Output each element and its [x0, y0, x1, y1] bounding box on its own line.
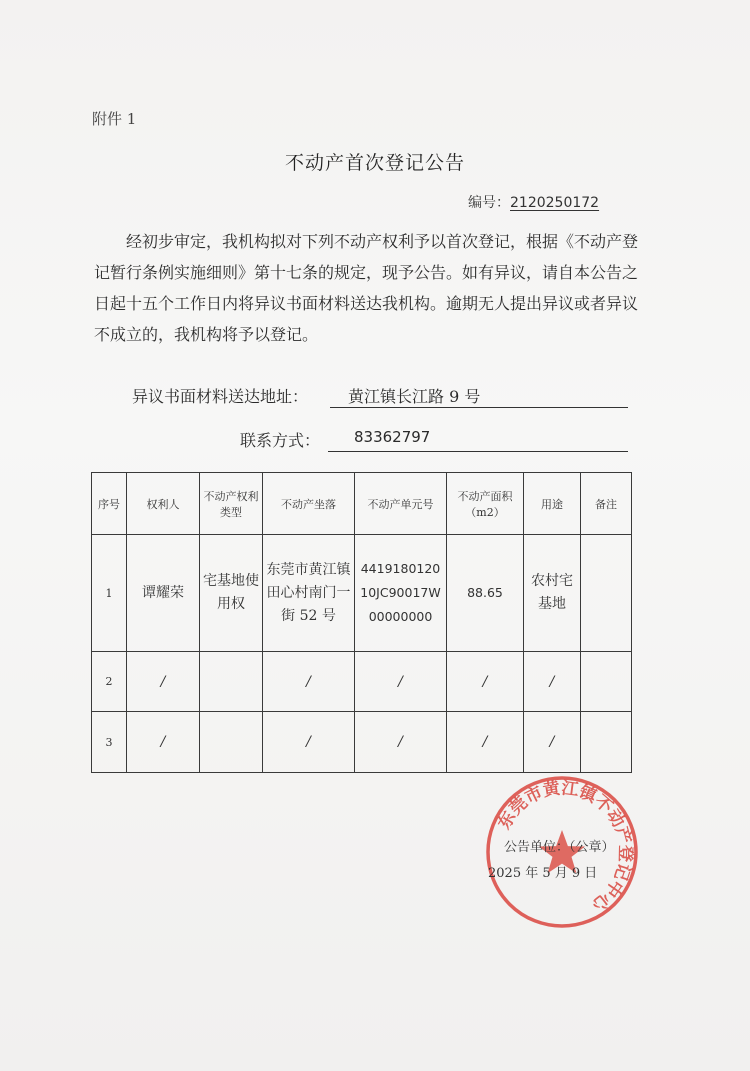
page-title: 不动产首次登记公告 [284, 152, 465, 174]
header-cell: 不动产单元号 [355, 473, 447, 535]
location-cell: / [263, 652, 355, 712]
remark-cell [581, 535, 632, 652]
header-cell: 用途 [524, 473, 581, 535]
row-index: 1 [92, 535, 127, 652]
unit-number-cell [355, 535, 447, 652]
attachment-label: 附件 1 [92, 110, 137, 128]
announcement-paragraph: 经初步审定，我机构拟对下列不动产权利予以首次登记，根据《不动产登记暂行条例实施细则》第十七条的规定，现予公告。如有异议，请自本公告之日起十五个工作日内将异议书面材料送达我机构。逾期无人提出异议或者异议不成立的，我机构将予以登记。 [94, 232, 639, 344]
table-row [92, 712, 632, 773]
row-index: 3 [92, 712, 127, 773]
usage-cell: / [524, 712, 581, 773]
serial-number [468, 192, 599, 212]
contact-value: 83362797 [328, 428, 628, 452]
contact-label: 联系方式： [240, 431, 321, 450]
unit-number-cell: / [355, 712, 447, 773]
address-value: 黄江镇长江路 9 号 [330, 384, 628, 408]
usage-cell: / [524, 652, 581, 712]
registration-table [91, 472, 632, 773]
announcement-body [94, 226, 642, 350]
header-cell: 权利人 [127, 473, 200, 535]
address-label: 异议书面材料送达地址： [132, 387, 309, 406]
header-cell: 不动产坐落 [263, 473, 355, 535]
usage-cell: 农村宅基地 [524, 535, 581, 652]
right-type-cell [200, 652, 263, 712]
header-cell: 不动产面积（m2） [447, 473, 524, 535]
owner-cell: / [127, 652, 200, 712]
location-cell: 东莞市黄江镇田心村南门一街 52 号 [263, 535, 355, 652]
table-header-row [92, 473, 632, 535]
location-cell: / [263, 712, 355, 773]
header-cell: 序号 [92, 473, 127, 535]
header-cell: 备注 [581, 473, 632, 535]
area-cell: / [447, 652, 524, 712]
remark-cell [581, 712, 632, 773]
issuing-unit: 公告单位：（公章） [504, 840, 615, 855]
area-cell: / [447, 712, 524, 773]
header-cell: 不动产权利类型 [200, 473, 263, 535]
owner-cell: 谭耀荣 [127, 535, 200, 652]
remark-cell [581, 652, 632, 712]
right-type-cell [200, 712, 263, 773]
seal-arc-textpath: 东莞市黄江镇不动产登记中心 [494, 778, 636, 915]
issue-date: 2025 年 5 月 9 日 [488, 866, 598, 881]
serial-label: 编号： [468, 195, 510, 211]
unit-number-text: 441918012010JC90017W00000000 [360, 561, 441, 624]
owner-cell: / [127, 712, 200, 773]
table-row [92, 535, 632, 652]
table-row [92, 652, 632, 712]
right-type-cell: 宅基地使用权 [200, 535, 263, 652]
area-cell: 88.65 [447, 535, 524, 652]
unit-number-cell: / [355, 652, 447, 712]
row-index: 2 [92, 652, 127, 712]
serial-value: 2120250172 [510, 195, 600, 211]
